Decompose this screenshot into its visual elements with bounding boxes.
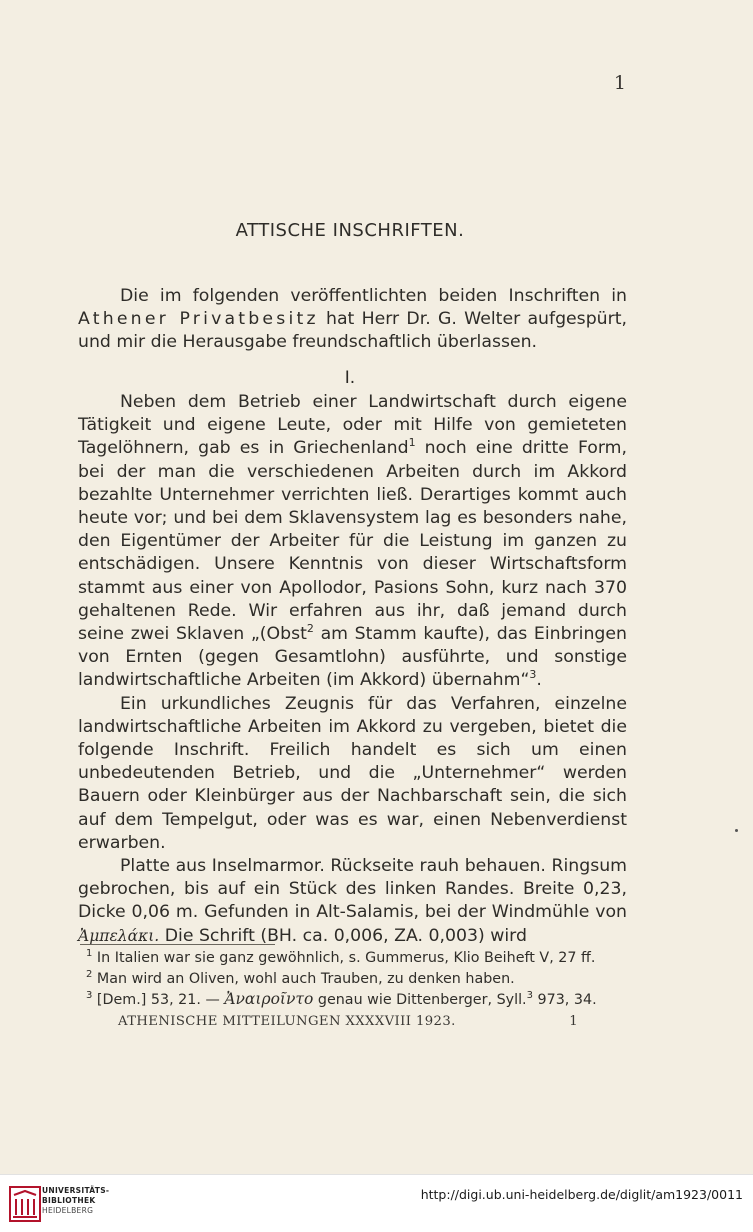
footnote-2: [78, 969, 627, 990]
library-name-line3: HEIDELBERG: [42, 1206, 94, 1215]
main-text: [78, 391, 627, 948]
paragraph-3: [78, 855, 627, 948]
sheet-number: 1: [569, 1014, 578, 1029]
paragraph-1-part1: Neben dem Betrieb einer Landwirtschaft durch eigene Tätigkeit und eigene Leute, oder mit Hilfe von gemieteten Tagelöhnern, gab es in Griechenland: [78, 392, 627, 459]
library-name-line2: BIBLIOTHEK: [42, 1196, 96, 1205]
footnote-1: [78, 948, 627, 969]
paragraph-1-part4: .: [536, 670, 542, 691]
source-url-link[interactable]: http://digi.ub.uni-heidelberg.de/diglit/am1923/0011: [420, 1187, 743, 1202]
footnote-ref-1: 1: [408, 436, 416, 450]
paragraph-3-part2: Die Schrift (BH. ca. 0,006, ZA. 0,003) wird: [159, 925, 527, 946]
footnote-3-text-end: 973, 34.: [532, 992, 597, 1008]
page-number: 1: [613, 72, 626, 94]
footnote-divider: [80, 944, 275, 945]
footnote-1-text: In Italien war sie ganz gewöhnlich, s. Gummerus, Klio Beiheft V, 27 ff.: [96, 950, 596, 966]
footnote-3-edition: 3: [526, 990, 533, 1002]
paragraph-3-part1: Platte aus Inselmarmor. Rückseite rauh behauen. Ringsum gebrochen, bis auf ein Stück des linken Randes. Breite 0,23, Dicke 0,06 m. Gefunden in Alt-Salamis, bei der Windmühle von: [78, 856, 627, 923]
printer-signature: [118, 1014, 578, 1029]
intro-text-after: hat Herr Dr. G. Welter aufgespürt, und mir die Herausgabe freundschaftlich überlassen.: [78, 309, 627, 353]
library-name-line1: UNIVERSITÄTS-: [42, 1186, 110, 1195]
footnote-1-number: 1: [86, 948, 93, 960]
footnote-2-text: Man wird an Oliven, wohl auch Trauben, zu denken haben.: [96, 970, 515, 987]
section-number: I.: [344, 368, 356, 388]
paragraph-2: Ein urkundliches Zeugnis für das Verfahren, einzelne landwirtschaftliche Arbeiten im Akkord zu vergeben, bietet die folgende Inschrift. Freilich handelt es sich um einen unbedeutenden Betrieb, und die „Unternehmer“ werden Bauern oder Kleinbürger aus der Nachbarschaft sein, die sich auf dem Tempelgut, oder was es war, einen Nebenverdienst erwarben.: [78, 693, 627, 853]
paragraph-1-part3: am Stamm kaufte), das Einbringen von Ernten (gegen Gesamtlohn) ausführte, und sonstige landwirtschaftliche Arbeiten (im Akkord) übernahm“: [78, 624, 627, 691]
footnote-3-number: 3: [86, 990, 93, 1002]
footnote-3-text-before: [Dem.] 53, 21. —: [96, 992, 225, 1008]
paragraph-1-part2: noch eine dritte Form, bei der man die verschiedenen Arbeiten durch im Akkord bezahlte Unternehmer verrichten ließ. Derartiges kommt auch heute vor; und bei dem Sklavensystem lag es besonders nahe, den Eigentümer der Arbeiter für die Leistung im ganzen zu entschädigen. Unsere Kenntnis von dieser Wirtschaftsform stammt aus einer von Apollodor, Pasions Sohn, kurz nach 370 gehaltenen Rede. Wir erfahren aus ihr, daß jemand durch seine zwei Sklaven „(Obst: [78, 438, 627, 645]
intro-paragraph: [78, 285, 627, 355]
speck: [735, 829, 738, 832]
footnote-3-text-after: genau wie Dittenberger, Syll.: [313, 992, 527, 1008]
footnote-ref-3: 3: [529, 668, 537, 682]
footnote-2-number: 2: [86, 968, 93, 980]
intro-text-before: Die im folgenden veröffentlichten beiden Inschriften in: [120, 286, 627, 306]
paragraph-1: [78, 391, 627, 693]
footnote-ref-2: 2: [306, 622, 314, 636]
journal-signature: ATHENISCHE MITTEILUNGEN XXXXVIII 1923.: [118, 1014, 456, 1029]
library-name: [42, 1186, 109, 1216]
paragraph-3-greek: Ἀμπελάκι.: [78, 926, 160, 945]
footnotes: [78, 948, 627, 1011]
page-title: ATTISCHE INSCHRIFTEN.: [235, 220, 465, 241]
footnote-3-greek: Ἀναιροῖντο: [224, 990, 314, 1008]
footnote-3: [78, 989, 627, 1011]
intro-spaced-text: Athener Privatbesitz: [78, 309, 319, 330]
footer-bar: [0, 1174, 753, 1232]
